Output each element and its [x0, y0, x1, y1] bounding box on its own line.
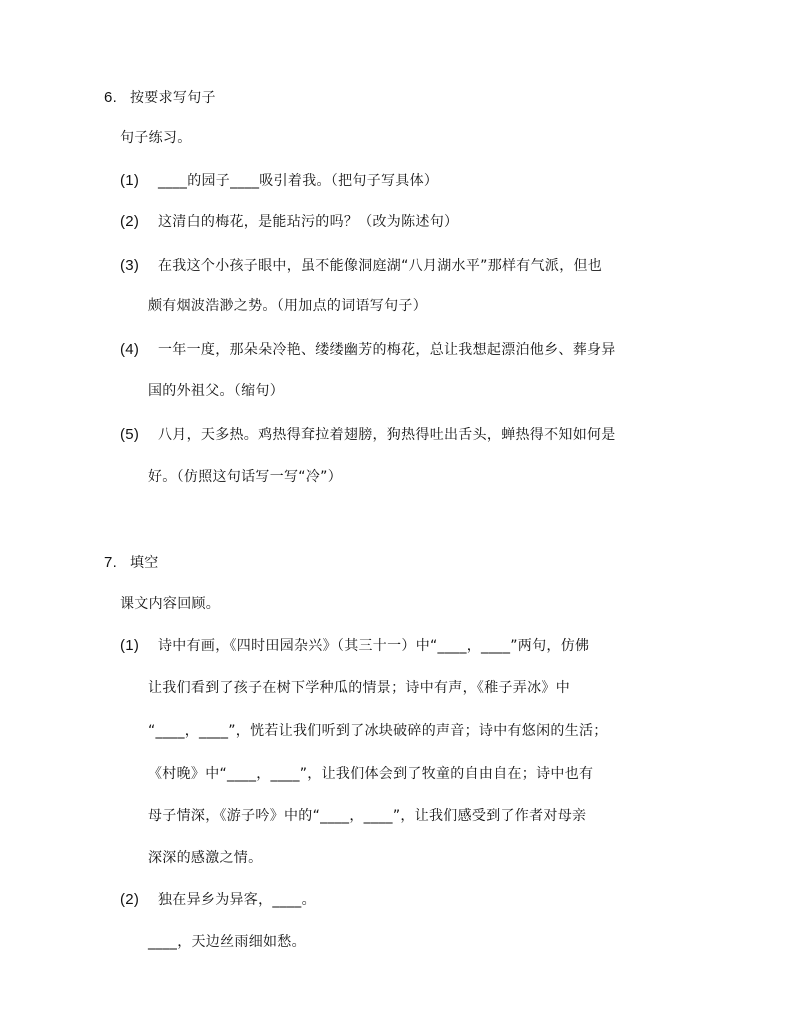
q6-item-3-text-line-2: 颇有烟波浩渺之势。（用加点的词语写句子）	[148, 298, 427, 314]
q6-item-1-number: (1)	[120, 172, 140, 189]
q6-item-3-text-line-1: 在我这个小孩子眼中，虽不能像洞庭湖“八月湖水平”那样有气派，但也	[158, 258, 603, 274]
q6-item-3	[120, 256, 602, 276]
q6-heading	[104, 88, 216, 108]
q7-item-1-text-line-3: “____，____”，恍若让我们听到了冰块破碎的声音；诗中有悠闲的生活；	[148, 723, 608, 739]
q7-number: 7.	[104, 554, 118, 571]
q6-item-5-text-line-2: 好。（仿照这句话写一写“冷”）	[148, 469, 343, 485]
q7-item-1-text-line-1: 诗中有画，《四时田园杂兴》（其三十一）中“____，____”两句，仿佛	[158, 638, 590, 654]
q7-item-1-text-line-5: 母子情深，《游子吟》中的“____，____”，让我们感受到了作者对母亲	[148, 808, 587, 824]
q6-item-2	[120, 212, 458, 232]
q7-item-1-text-line-6: 深深的感激之情。	[148, 850, 263, 866]
q7-title: 填空	[130, 555, 159, 571]
q6-item-1-text: ____的园子____吸引着我。（把句子写具体）	[158, 173, 439, 189]
q7-item-1	[120, 636, 589, 656]
q6-item-3-number: (3)	[120, 257, 140, 274]
q6-intro: 句子练习。	[120, 130, 192, 146]
q7-item-2-text-line-1: 独在异乡为异客，____。	[158, 892, 316, 908]
q7-item-2-text-line-2: ____，天边丝雨细如愁。	[148, 934, 306, 950]
q7-item-1-text-line-4: 《村晚》中“____，____”，让我们体会到了牧童的自由自在；诗中也有	[148, 766, 594, 782]
q6-item-4-text-line-2: 国的外祖父。（缩句）	[148, 383, 284, 399]
q7-heading	[104, 553, 159, 573]
q6-item-4-text-line-1: 一年一度，那朵朵冷艳、缕缕幽芳的梅花，总让我想起漂泊他乡、葬身异	[158, 342, 616, 358]
q6-item-4-number: (4)	[120, 341, 140, 358]
q7-item-2	[120, 890, 316, 910]
q7-item-1-text-line-2: 让我们看到了孩子在树下学种瓜的情景；诗中有声，《稚子弄冰》中	[148, 680, 570, 696]
q6-item-1	[120, 171, 438, 191]
q6-item-2-number: (2)	[120, 213, 140, 230]
q6-item-5-text-line-1: 八月，天多热。鸡热得耷拉着翅膀，狗热得吐出舌头，蝉热得不知如何是	[158, 427, 616, 443]
q6-title: 按要求写句子	[130, 90, 216, 106]
q7-item-1-number: (1)	[120, 637, 140, 654]
q6-item-5	[120, 425, 616, 445]
q6-item-5-number: (5)	[120, 426, 140, 443]
q7-intro: 课文内容回顾。	[120, 596, 221, 612]
q7-item-2-number: (2)	[120, 891, 140, 908]
q6-number: 6.	[104, 89, 118, 106]
q6-item-2-text: 这清白的梅花，是能玷污的吗？（改为陈述句）	[158, 214, 459, 230]
q6-item-4	[120, 340, 616, 360]
